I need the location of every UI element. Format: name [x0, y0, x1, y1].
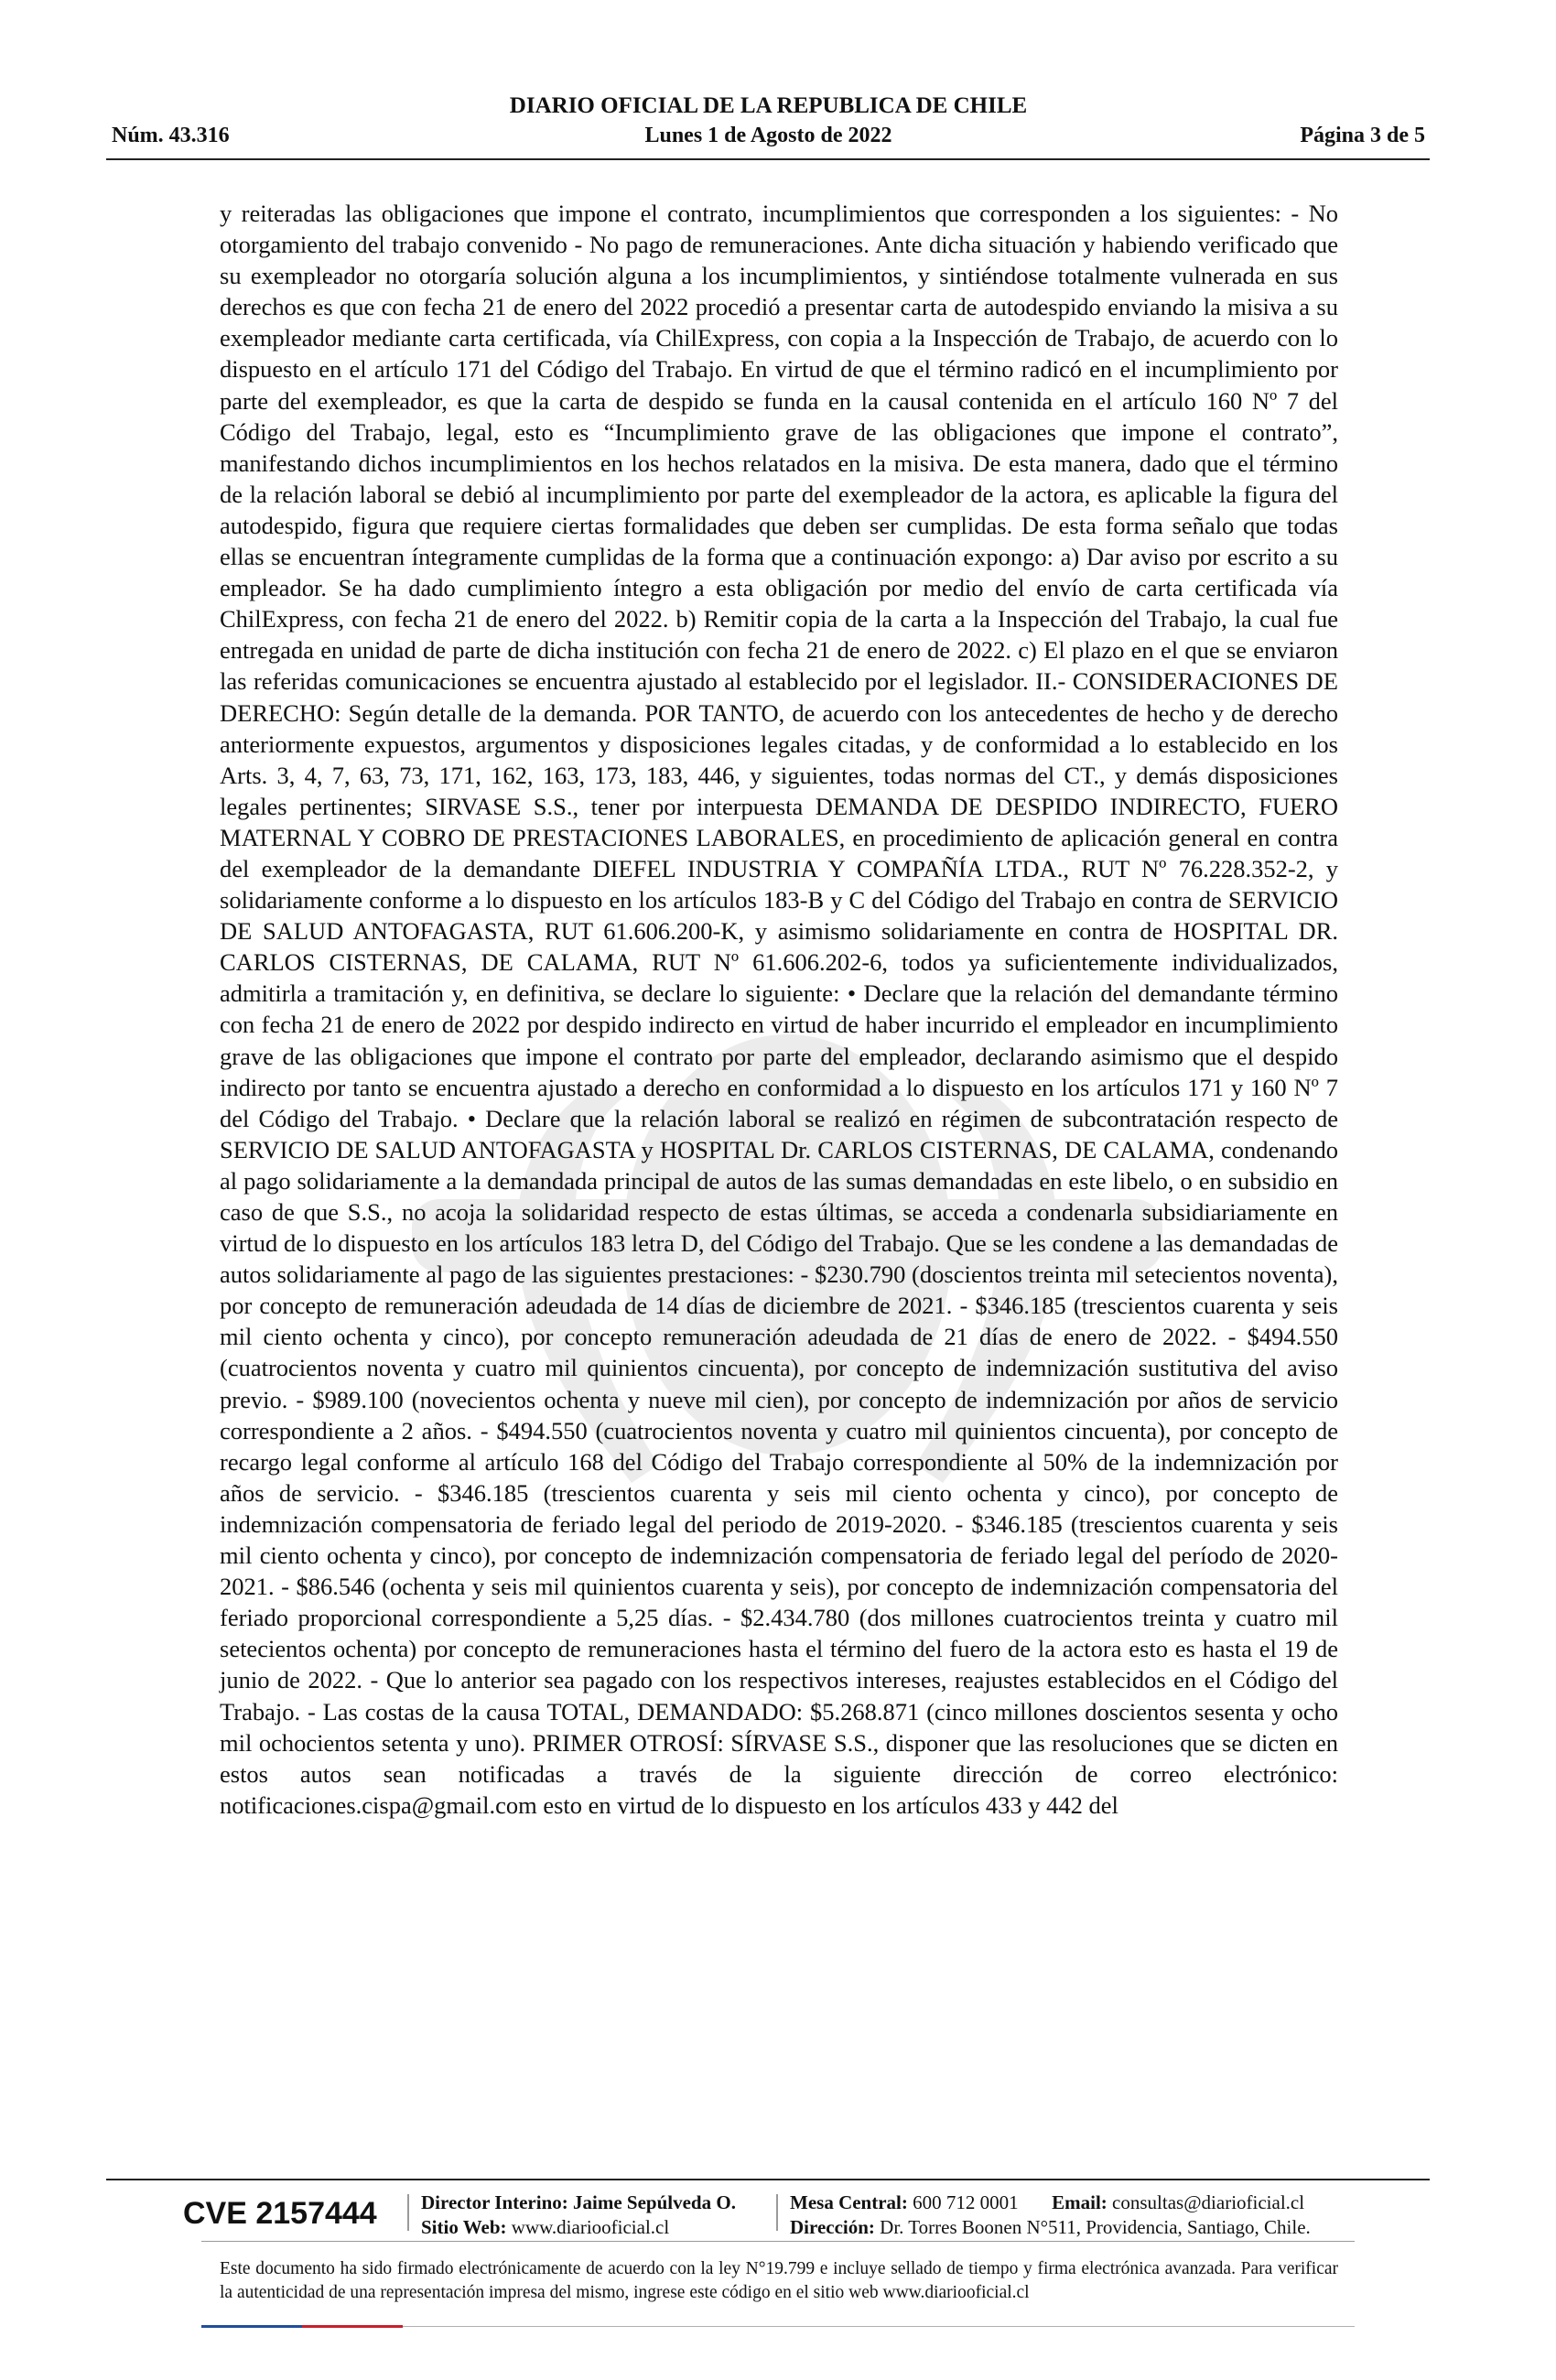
page-number: Página 3 de 5 — [1300, 124, 1425, 147]
address-value: Dr. Torres Boonen N°511, Providencia, Santiago, Chile. — [880, 2216, 1311, 2238]
flag-blue-segment — [201, 2325, 302, 2328]
email-link[interactable]: consultas@diarioficial.cl — [1112, 2191, 1305, 2213]
page-header — [112, 92, 1425, 157]
address-label: Dirección: — [790, 2216, 875, 2238]
mesa-label: Mesa Central: — [790, 2191, 908, 2213]
flag-red-segment — [302, 2325, 403, 2328]
flag-stripe — [201, 2325, 1355, 2328]
director-label: Director Interino: — [421, 2191, 568, 2213]
cve-code: CVE 2157444 — [183, 2196, 377, 2231]
footer-divider — [106, 2179, 1430, 2180]
footer-editorial-info — [421, 2191, 736, 2240]
website-label: Sitio Web: — [421, 2216, 507, 2238]
issue-date: Lunes 1 de Agosto de 2022 — [644, 124, 892, 147]
header-divider — [106, 158, 1430, 160]
document-body: y reiteradas las obligaciones que impone el contrato, incumplimientos que corresponden a los siguientes: - No otorgamiento del trabajo convenido - No pago de remuneraciones. Ante dicha situación y habiendo verificado que su exempleador no otorgaría solución alguna a los incumplimientos, y sintiéndose totalmente vulnerada en sus derechos es que con fecha 21 de enero del 2022 procedió a presentar carta de autodespido enviando la misiva a su exempleador mediante carta certificada, vía ChilExpress, con copia a la Inspección de Trabajo, de acuerdo con lo dispuesto en el artículo 171 del Código del Trabajo. En virtud de que el término radicó en el incumplimiento por parte del exempleador, es que la carta de despido se funda en la causal contenida en el artículo 160 Nº 7 del Código del Trabajo, legal, esto es “Incumplimiento grave de las obligaciones que impone el contrato”, manifestando dichos incumplimientos en los hechos relatados en la misiva. De esta manera, dado que el término de la relación laboral se debió al incumplimiento por parte del exempleador de la actora, es aplicable la figura del autodespido, figura que requiere ciertas formalidades que deben ser cumplidas. De esta forma señalo que todas ellas se encuentran íntegramente cumplidas de la forma que a continuación expongo: a) Dar aviso por escrito a su empleador. Se ha dado cumplimiento íntegro a esta obligación por medio del envío de carta certificada vía ChilExpress, con fecha 21 de enero del 2022. b) Remitir copia de la carta a la Inspección del Trabajo, la cual fue entregada en unidad de parte de dicha institución con fecha 21 de enero de 2022. c) El plazo en el que se enviaron las referidas comunicaciones se encuentra ajustado al establecido por el legislador. II.- CONSIDERACIONES DE DERECHO: Según detalle de la demanda. POR TANTO, de acuerdo con los antecedentes de hecho y de derecho anteriormente expuestos, argumentos y disposiciones legales citadas, y de conformidad a lo establecido en los Arts. 3, 4, 7, 63, 73, 171, 162, 163, 173, 183, 446, y siguientes, todas normas del CT., y demás disposiciones legales pertinentes; SIRVASE S.S., tener por interpuesta DEMANDA DE DESPIDO INDIRECTO, FUERO MATERNAL Y COBRO DE PRESTACIONES LABORALES, en procedimiento de aplicación general en contra del exempleador de la demandante DIEFEL INDUSTRIA Y COMPAÑÍA LTDA., RUT Nº 76.228.352-2, y solidariamente conforme a lo dispuesto en los artículos 183-B y C del Código del Trabajo en contra de SERVICIO DE SALUD ANTOFAGASTA, RUT 61.606.200-K, y asimismo solidariamente en contra de HOSPITAL DR. CARLOS CISTERNAS, DE CALAMA, RUT Nº 61.606.202-6, todos ya suficientemente individualizados, admitirla a tramitación y, en definitiva, se declare lo siguiente: • Declare que la relación del demandante término con fecha 21 de enero de 2022 por despido indirecto en virtud de haber incurrido el empleador en incumplimiento grave de las obligaciones que impone el contrato por parte del empleador, declarando asimismo que el despido indirecto por tanto se encuentra ajustado a derecho en conformidad a lo dispuesto en los artículos 171 y 160 Nº 7 del Código del Trabajo. • Declare que la relación laboral se realizó en régimen de subcontratación respecto de SERVICIO DE SALUD ANTOFAGASTA y HOSPITAL Dr. CARLOS CISTERNAS, DE CALAMA, condenando al pago solidariamente a la demandada principal de autos de las sumas demandadas en este libelo, o en subsidio en caso de que S.S., no acoja la solidaridad respecto de estas últimas, se acceda a condenarla subsidiariamente en virtud de lo dispuesto en los artículos 183 letra D, del Código del Trabajo. Que se les condene a las demandadas de autos solidariamente al pago de las siguientes prestaciones: - $230.790 (doscientos treinta mil setecientos noventa), por concepto de remuneración adeudada de 14 días de diciembre de 2021. - $346.185 (trescientos cuarenta y seis mil ciento ochenta y cinco), por concepto remuneración adeudada de 21 días de enero de 2022. - $494.550 (cuatrocientos noventa y cuatro mil quinientos cincuenta), por concepto de indemnización sustitutiva del aviso previo. - $989.100 (novecientos ochenta y nueve mil cien), por concepto de indemnización por años de servicio correspondiente a 2 años. - $494.550 (cuatrocientos noventa y cuatro mil quinientos cincuenta), por concepto de recargo legal conforme al artículo 168 del Código del Trabajo correspondiente al 50% de la indemnización por años de servicio. - $346.185 (trescientos cuarenta y seis mil ciento ochenta y cinco), por concepto de indemnización compensatoria de feriado legal del periodo de 2019-2020. - $346.185 (trescientos cuarenta y seis mil ciento ochenta y cinco), por concepto de indemnización compensatoria de feriado legal del período de 2020-2021. - $86.546 (ochenta y seis mil quinientos cuarenta y seis), por concepto de indemnización compensatoria del feriado proporcional correspondiente a 5,25 días. - $2.434.780 (dos millones cuatrocientos treinta y cuatro mil setecientos ochenta) por concepto de remuneraciones hasta el término del fuero de la actora esto es hasta el 19 de junio de 2022. - Que lo anterior sea pagado con los respectivos intereses, reajustes establecidos en el Código del Trabajo. - Las costas de la causa TOTAL, DEMANDADO: $5.268.871 (cinco millones doscientos sesenta y ocho mil ochocientos setenta y uno). PRIMER OTROSÍ: SÍRVASE S.S., disponer que las resoluciones que se dicten en estos autos sean notificadas a través de la siguiente dirección de correo electrónico: notificaciones.cispa@gmail.com esto en virtud de lo dispuesto en los artículos 433 y 442 del — [220, 200, 1338, 1819]
website-link[interactable]: www.diariooficial.cl — [511, 2216, 670, 2238]
electronic-signature-note: Este documento ha sido firmado electrónicamente de acuerdo con la ley N°19.799 e incluye sellado de tiempo y firma electrónica avanzada. Para verificar la autenticidad de una representación impresa del mismo, ingrese este código en el sitio web www.diariooficial.cl — [220, 2259, 1338, 2302]
issue-number: Núm. 43.316 — [112, 124, 230, 147]
footer-contact-info — [790, 2191, 1311, 2240]
footer-separator — [776, 2194, 778, 2231]
flag-gray-line — [403, 2326, 1355, 2327]
email-label: Email: — [1052, 2191, 1108, 2213]
director-name: Jaime Sepúlveda O. — [573, 2191, 736, 2213]
footer-inner-divider — [201, 2241, 1355, 2242]
mesa-phone: 600 712 0001 — [913, 2191, 1019, 2213]
footer-separator — [407, 2194, 409, 2231]
publication-title: DIARIO OFICIAL DE LA REPUBLICA DE CHILE — [509, 93, 1028, 118]
